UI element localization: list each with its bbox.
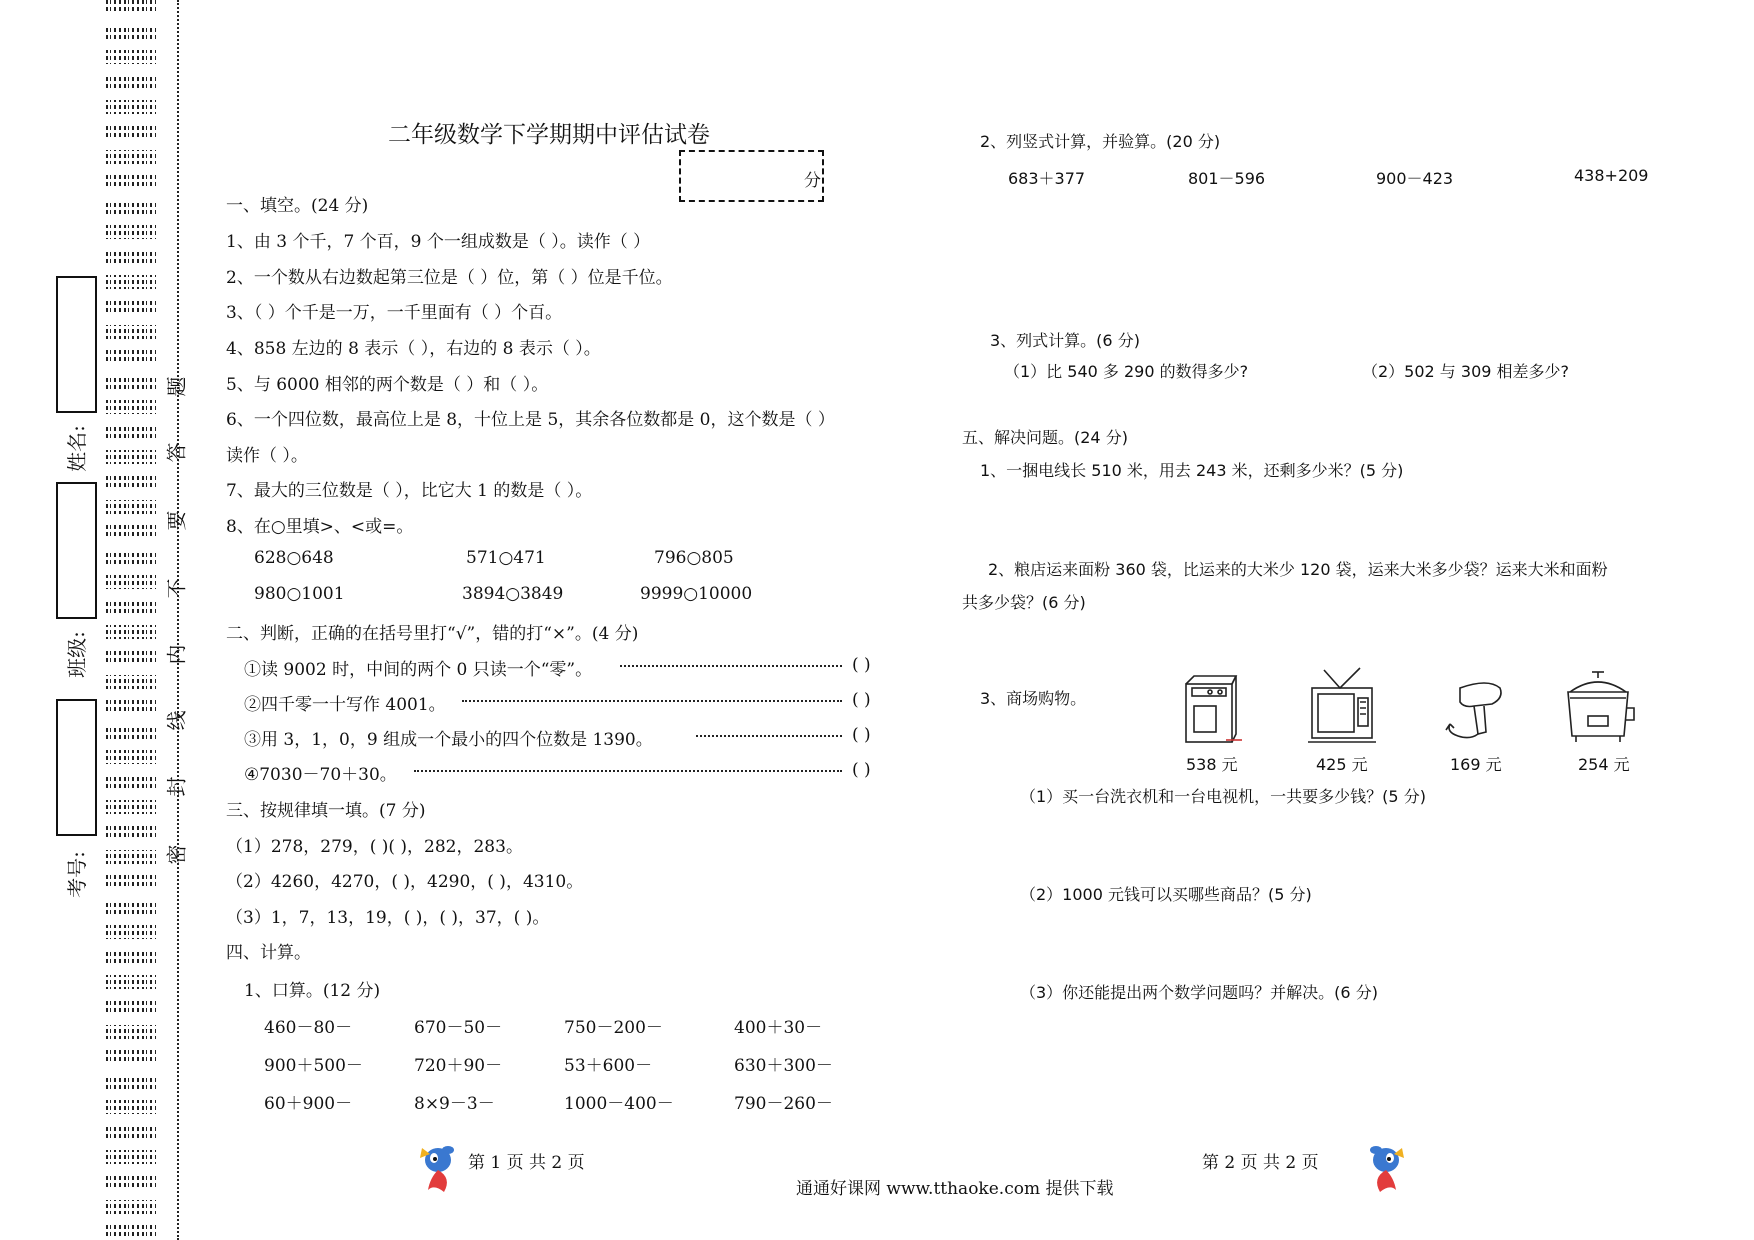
oral-calc-item: 1000－400－ <box>564 1094 674 1114</box>
mascot-icon <box>414 1136 460 1194</box>
number-box <box>56 699 97 836</box>
vertical-calc-item: 683＋377 <box>1008 169 1086 188</box>
seal-char: 密 <box>164 844 189 865</box>
seal-char: 答 <box>164 442 189 463</box>
fill-item: 7、最大的三位数是（ ），比它大 1 的数是（ ）。 <box>226 481 593 501</box>
fill-item: 8、在○里填>、<或=。 <box>226 517 414 537</box>
shopping-question: （3）你还能提出两个数学问题吗？并解决。(6 分) <box>1020 983 1378 1002</box>
fill-item: 4、858 左边的 8 表示（ ），右边的 8 表示（ ）。 <box>226 339 601 359</box>
vertical-calc-item: 900－423 <box>1376 169 1454 188</box>
fill-item: 1、由 3 个千，7 个百，9 个一组成数是（ ）。读作（ ） <box>226 232 651 252</box>
q2-heading: 2、列竖式计算，并验算。(20 分) <box>980 132 1221 151</box>
vertical-calc-item: 801－596 <box>1188 169 1266 188</box>
judge-item: ③用 3，1，0，9 组成一个最小的四个位数是 1390。 <box>244 730 653 750</box>
compare-item: 9999○10000 <box>640 584 753 604</box>
dotted-leader <box>696 725 842 737</box>
oral-calc-item: 53＋600－ <box>564 1056 653 1076</box>
oral-calc-item: 60＋900－ <box>264 1094 353 1114</box>
rice-cooker-icon <box>1564 668 1636 744</box>
page-title: 二年级数学下学期期中评估试卷 <box>388 122 710 148</box>
section-4-heading: 四、计算。 <box>226 943 311 963</box>
oral-calc-item: 630＋300－ <box>734 1056 833 1076</box>
dotted-leader <box>620 655 842 667</box>
oral-calc-item: 720＋90－ <box>414 1056 503 1076</box>
q3-heading: 3、列式计算。(6 分) <box>990 331 1140 350</box>
judge-bracket: ( ) <box>852 760 871 780</box>
judge-item: ②四千零一十写作 4001。 <box>244 695 446 715</box>
product-price: 538 元 <box>1186 755 1238 774</box>
class-label: 班级: <box>64 631 89 678</box>
pattern-item: （2）4260，4270，( )，4290，( )，4310。 <box>226 872 584 892</box>
hair-dryer-icon <box>1438 674 1508 744</box>
name-box <box>56 276 97 413</box>
oral-calc-item: 460－80－ <box>264 1018 353 1038</box>
page-2-footer: 第 2 页 共 2 页 <box>1202 1153 1319 1173</box>
judge-item: ④7030－70＋30。 <box>244 765 397 785</box>
product-price: 169 元 <box>1450 755 1502 774</box>
seal-char: 不 <box>164 578 189 599</box>
compare-item: 796○805 <box>654 548 734 568</box>
fill-item: 2、一个数从右边数起第三位是（ ）位，第（ ）位是千位。 <box>226 268 673 288</box>
oral-calc-heading: 1、口算。(12 分) <box>244 981 381 1001</box>
seal-char: 题 <box>164 376 189 397</box>
mascot-icon <box>1364 1136 1410 1194</box>
product-price: 425 元 <box>1316 755 1368 774</box>
dotted-leader <box>462 690 842 702</box>
dotted-leader <box>414 760 842 772</box>
television-icon <box>1306 666 1378 744</box>
section-1-heading: 一、填空。(24 分) <box>226 196 369 216</box>
judge-bracket: ( ) <box>852 655 871 675</box>
page-1-footer: 第 1 页 共 2 页 <box>468 1153 585 1173</box>
oral-calc-item: 790－260－ <box>734 1094 833 1114</box>
q3-item: （1）比 540 多 290 的数得多少? <box>1004 362 1249 381</box>
compare-item: 628○648 <box>254 548 334 568</box>
score-unit: 分 <box>804 171 821 191</box>
problem-2: 2、粮店运来面粉 360 袋，比运来的大米少 120 袋，运来大米多少袋？运来大米和面粉 <box>988 560 1608 579</box>
oral-calc-item: 670－50－ <box>414 1018 503 1038</box>
seal-char: 要 <box>164 510 189 531</box>
oral-calc-item: 900＋500－ <box>264 1056 363 1076</box>
seal-char: 内 <box>164 644 189 665</box>
shopping-question: （2）1000 元钱可以买哪些商品？(5 分) <box>1020 885 1312 904</box>
score-box <box>679 150 824 202</box>
fill-item: 5、与 6000 相邻的两个数是（ ）和（ ）。 <box>226 375 549 395</box>
seal-char: 封 <box>164 776 189 797</box>
binding-barcode-strip <box>106 0 156 1240</box>
oral-calc-item: 750－200－ <box>564 1018 663 1038</box>
compare-item: 571○471 <box>466 548 546 568</box>
name-label: 姓名: <box>64 425 89 472</box>
number-label: 考号: <box>64 851 89 898</box>
oral-calc-item: 400＋30－ <box>734 1018 823 1038</box>
oral-calc-item: 8×9－3－ <box>414 1094 495 1114</box>
download-credit[interactable]: 通通好课网 www.tthaoke.com 提供下载 <box>796 1179 1114 1199</box>
section-5-heading: 五、解决问题。(24 分) <box>962 428 1128 447</box>
washing-machine-icon <box>1180 670 1242 746</box>
judge-bracket: ( ) <box>852 725 871 745</box>
problem-1: 1、一捆电线长 510 米，用去 243 米，还剩多少米？(5 分) <box>980 461 1404 480</box>
pattern-item: （3）1，7，13，19，( )，( )，37，( )。 <box>226 908 550 928</box>
compare-item: 3894○3849 <box>462 584 564 604</box>
problem-3: 3、商场购物。 <box>980 689 1087 708</box>
section-3-heading: 三、按规律填一填。(7 分) <box>226 801 426 821</box>
shopping-question: （1）买一台洗衣机和一台电视机，一共要多少钱？(5 分) <box>1020 787 1426 806</box>
fill-item: 6、一个四位数，最高位上是 8，十位上是 5，其余各位数都是 0，这个数是（ ） <box>226 410 835 430</box>
judge-item: ①读 9002 时，中间的两个 0 只读一个“零”。 <box>244 660 593 680</box>
class-box <box>56 482 97 619</box>
fill-item: 3、（ ）个千是一万，一千里面有（ ）个百。 <box>226 303 563 323</box>
binding-cut-line <box>177 0 179 1240</box>
section-2-heading: 二、判断，正确的在括号里打“√”，错的打“×”。(4 分) <box>226 624 639 644</box>
judge-bracket: ( ) <box>852 690 871 710</box>
problem-2-cont: 共多少袋？(6 分) <box>962 593 1086 612</box>
fill-item: 读作（ ）。 <box>226 446 308 466</box>
pattern-item: （1）278，279，( )( )，282，283。 <box>226 837 523 857</box>
seal-char: 线 <box>164 710 189 731</box>
compare-item: 980○1001 <box>254 584 345 604</box>
product-price: 254 元 <box>1578 755 1630 774</box>
q3-item: （2）502 与 309 相差多少? <box>1362 362 1570 381</box>
vertical-calc-item: 438+209 <box>1574 166 1649 185</box>
